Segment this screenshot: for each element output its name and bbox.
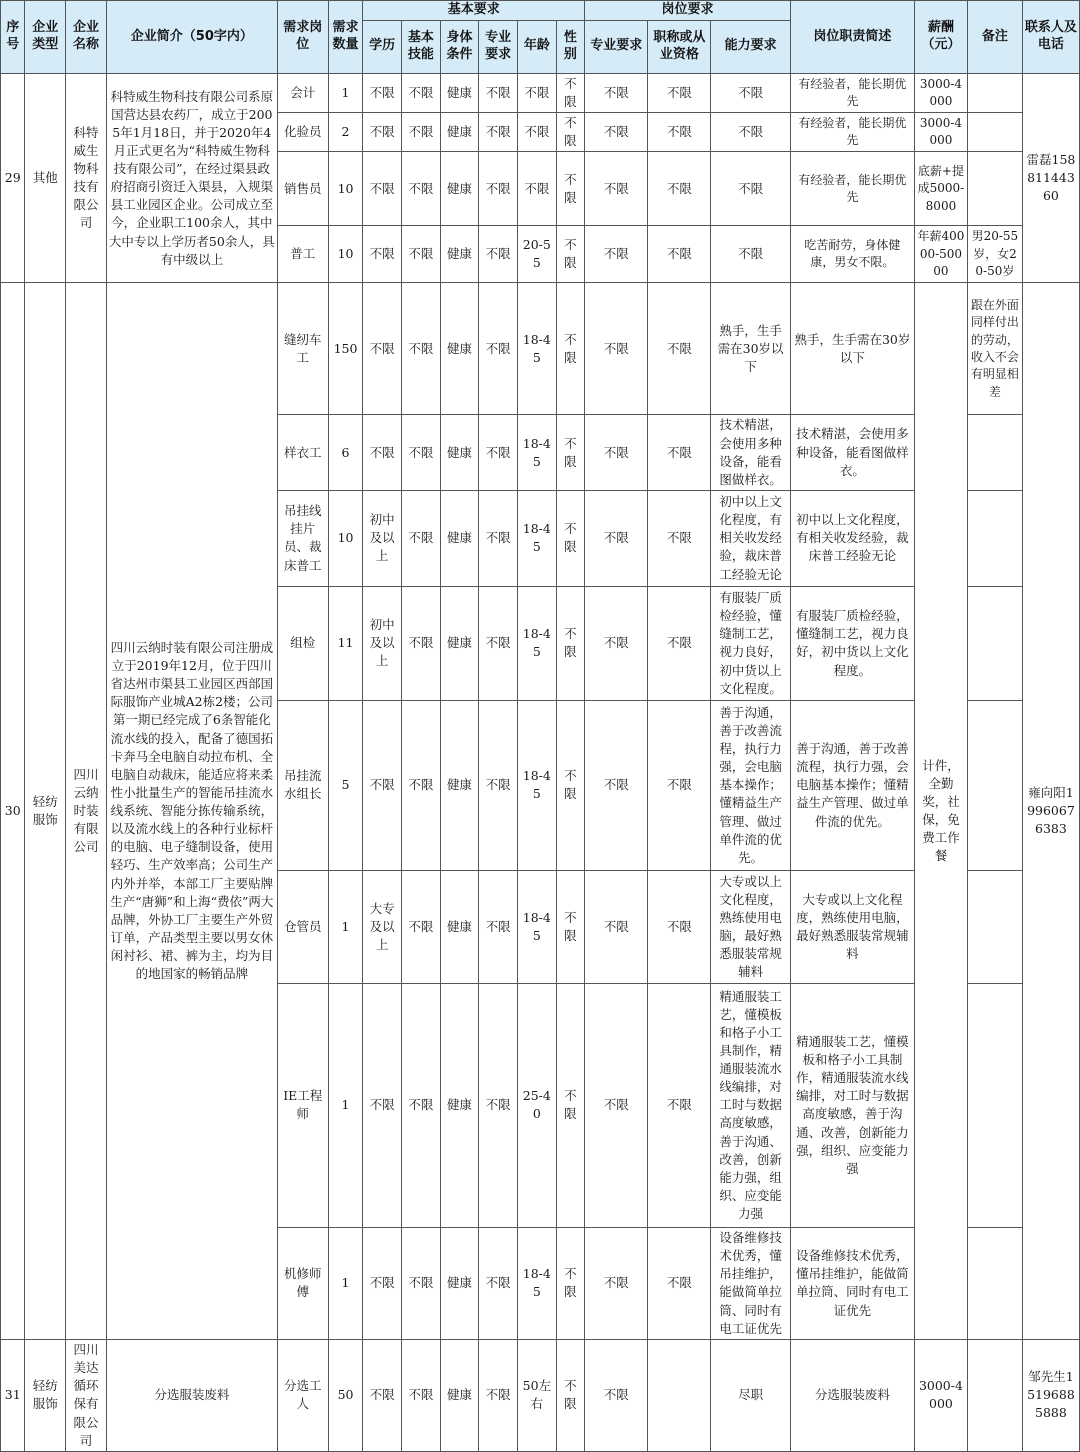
job-qualification: 不限 — [648, 1227, 711, 1339]
job-age: 18-45 — [518, 700, 557, 870]
job-salary: 年薪40000-50000 — [914, 226, 967, 283]
job-major: 不限 — [479, 586, 518, 700]
job-ability: 大专或以上文化程度，熟练使用电脑，最好熟悉服装常规辅料 — [711, 870, 790, 983]
job-basic-skill: 不限 — [401, 1227, 440, 1339]
job-remark: 男20-55岁，女20-50岁 — [967, 226, 1022, 283]
company-type: 轻纺服饰 — [25, 283, 66, 1340]
col-company-type: 企业类型 — [25, 1, 66, 74]
company-name: 科特威生物科技有限公司 — [66, 73, 107, 283]
job-physical: 健康 — [440, 226, 479, 283]
job-basic-skill: 不限 — [401, 73, 440, 112]
job-ability: 不限 — [711, 152, 790, 226]
job-qualification: 不限 — [648, 983, 711, 1227]
job-gender: 不限 — [556, 1227, 585, 1339]
col-count: 需求数量 — [328, 1, 363, 74]
job-gender: 不限 — [556, 415, 585, 491]
job-basic-skill: 不限 — [401, 152, 440, 226]
job-basic-skill: 不限 — [401, 490, 440, 586]
col-company-name: 企业名称 — [66, 1, 107, 74]
company-intro: 科特威生物科技有限公司系原国营达县农药厂，成立于2005年1月18日，并于2020年4月正式更名为“科特威生物科技有限公司”，在经过渠县政府招商引资迁入渠县，入规渠县工业园区企业。公司成立至今，企业职工100余人，其中大中专以上学历者50余人，具有中级以上 — [106, 73, 277, 283]
job-basic-skill: 不限 — [401, 226, 440, 283]
job-duty: 精通服装工艺，懂模板和格子小工具制作，精通服装流水线编排，对工时与数据高度敏感，善于沟通、改善，创新能力强，组织、应变能力强 — [790, 983, 914, 1227]
job-gender: 不限 — [556, 283, 585, 415]
job-qualification: 不限 — [648, 283, 711, 415]
job-age: 20-55 — [518, 226, 557, 283]
job-major: 不限 — [479, 226, 518, 283]
job-gender: 不限 — [556, 983, 585, 1227]
job-gender: 不限 — [556, 152, 585, 226]
job-qualification: 不限 — [648, 586, 711, 700]
job-age: 不限 — [518, 73, 557, 112]
col-gender: 性别 — [556, 20, 585, 73]
job-major: 不限 — [479, 73, 518, 112]
table-body — [1, 73, 1080, 1451]
job-ability: 熟手，生手需在30岁以下 — [711, 283, 790, 415]
job-remark — [967, 152, 1022, 226]
job-physical: 健康 — [440, 700, 479, 870]
job-basic-skill: 不限 — [401, 870, 440, 983]
job-salary: 3000-4000 — [914, 1339, 967, 1451]
job-count: 10 — [328, 490, 363, 586]
job-physical: 健康 — [440, 1227, 479, 1339]
job-gender: 不限 — [556, 490, 585, 586]
col-age: 年龄 — [518, 20, 557, 73]
job-post-major: 不限 — [585, 113, 648, 152]
job-remark — [967, 113, 1022, 152]
job-count: 1 — [328, 1227, 363, 1339]
job-major: 不限 — [479, 113, 518, 152]
col-duty: 岗位职责简述 — [790, 1, 914, 74]
company-intro: 四川云纳时装有限公司注册成立于2019年12月，位于四川省达州市渠县工业园区西部国际服饰产业城A2栋2楼；公司第一期已经完成了6条智能化流水线的投入，配备了德国拓卡奔马全电脑自动拉布机、全电脑自动裁床，能适应将来柔性小批量生产的智能吊挂流水线系统、智能分拣传输系统，以及流水线上的各种行业标杆的电脑、电子缝制设备，使用轻巧、生产效率高；公司生产内外并举，本部工厂主要贴牌生产“唐狮”和上海“费依”两大品牌，外协工厂主要生产外贸订单，产品类型主要以男女休闲衬衫、裙、裤为主，均为目的地国家的畅销品牌 — [106, 283, 277, 1340]
job-gender: 不限 — [556, 586, 585, 700]
job-post-major: 不限 — [585, 1227, 648, 1339]
job-remark — [967, 700, 1022, 870]
col-company-intro: 企业简介（50字内） — [106, 1, 277, 74]
job-education: 不限 — [363, 113, 402, 152]
job-education: 不限 — [363, 152, 402, 226]
job-post: 机修师傅 — [277, 1227, 328, 1339]
job-ability: 不限 — [711, 226, 790, 283]
job-post: 缝纫车工 — [277, 283, 328, 415]
col-qualification: 职称或从业资格 — [648, 20, 711, 73]
job-basic-skill: 不限 — [401, 983, 440, 1227]
col-major: 专业要求 — [479, 20, 518, 73]
company-salary: 计件，全勤奖，社保，免费工作餐 — [914, 283, 967, 1340]
job-post-major: 不限 — [585, 415, 648, 491]
table-header — [1, 1, 1080, 74]
job-post: 普工 — [277, 226, 328, 283]
job-gender: 不限 — [556, 870, 585, 983]
job-basic-skill: 不限 — [401, 283, 440, 415]
job-education: 不限 — [363, 983, 402, 1227]
job-qualification — [648, 1339, 711, 1451]
job-age: 18-45 — [518, 870, 557, 983]
job-physical: 健康 — [440, 113, 479, 152]
job-post: 分选工人 — [277, 1339, 328, 1451]
job-remark — [967, 73, 1022, 112]
job-count: 2 — [328, 113, 363, 152]
job-age: 18-45 — [518, 283, 557, 415]
company-seq: 30 — [1, 283, 25, 1340]
group-basic-requirements: 基本要求 — [363, 1, 585, 21]
company-name: 四川云纳时装有限公司 — [66, 283, 107, 1340]
col-seq: 序号 — [1, 1, 25, 74]
job-ability: 初中以上文化程度，有相关收发经验，裁床普工经验无论 — [711, 490, 790, 586]
company-seq: 29 — [1, 73, 25, 283]
company-contact: 雷磊15881144360 — [1022, 73, 1079, 283]
job-duty: 熟手，生手需在30岁以下 — [790, 283, 914, 415]
job-ability: 技术精湛，会使用多种设备，能看图做样衣。 — [711, 415, 790, 491]
job-age: 不限 — [518, 113, 557, 152]
job-major: 不限 — [479, 1227, 518, 1339]
job-ability: 精通服装工艺，懂模板和格子小工具制作，精通服装流水线编排，对工时与数据高度敏感，善于沟通、改善，创新能力强，组织、应变能力强 — [711, 983, 790, 1227]
job-duty: 有经验者，能长期优先 — [790, 152, 914, 226]
company-type: 其他 — [25, 73, 66, 283]
job-basic-skill: 不限 — [401, 415, 440, 491]
job-basic-skill: 不限 — [401, 586, 440, 700]
job-duty: 初中以上文化程度，有相关收发经验，裁床普工经验无论 — [790, 490, 914, 586]
job-physical: 健康 — [440, 1339, 479, 1451]
company-name: 四川美达循环保有限公司 — [66, 1339, 107, 1451]
job-post-major: 不限 — [585, 490, 648, 586]
job-education: 不限 — [363, 700, 402, 870]
job-count: 11 — [328, 586, 363, 700]
job-remark — [967, 415, 1022, 491]
company-contact: 邹先生15196885888 — [1022, 1339, 1079, 1451]
job-gender: 不限 — [556, 700, 585, 870]
company-type: 轻纺服饰 — [25, 1339, 66, 1451]
col-contact: 联系人及电话 — [1022, 1, 1079, 74]
job-major: 不限 — [479, 700, 518, 870]
job-remark — [967, 1227, 1022, 1339]
job-duty: 有经验者，能长期优先 — [790, 73, 914, 112]
job-education: 初中及以上 — [363, 490, 402, 586]
job-duty: 吃苦耐劳，身体健康，男女不限。 — [790, 226, 914, 283]
job-gender: 不限 — [556, 1339, 585, 1451]
job-post-major: 不限 — [585, 870, 648, 983]
table-row — [1, 73, 1080, 112]
job-age: 25-40 — [518, 983, 557, 1227]
job-major: 不限 — [479, 870, 518, 983]
job-basic-skill: 不限 — [401, 700, 440, 870]
job-education: 不限 — [363, 1227, 402, 1339]
col-salary: 薪酬（元） — [914, 1, 967, 74]
job-qualification: 不限 — [648, 490, 711, 586]
job-post: 会计 — [277, 73, 328, 112]
job-post-major: 不限 — [585, 226, 648, 283]
job-duty: 技术精湛，会使用多种设备，能看图做样衣。 — [790, 415, 914, 491]
col-basic-skill: 基本技能 — [401, 20, 440, 73]
company-seq: 31 — [1, 1339, 25, 1451]
job-qualification: 不限 — [648, 113, 711, 152]
table-row — [1, 283, 1080, 415]
col-ability: 能力要求 — [711, 20, 790, 73]
job-basic-skill: 不限 — [401, 113, 440, 152]
job-count: 150 — [328, 283, 363, 415]
job-salary: 底薪+提成5000-8000 — [914, 152, 967, 226]
job-remark — [967, 490, 1022, 586]
table-row — [1, 1339, 1080, 1451]
job-basic-skill: 不限 — [401, 1339, 440, 1451]
job-post: 吊挂线挂片员、裁床普工 — [277, 490, 328, 586]
job-post: 销售员 — [277, 152, 328, 226]
job-salary: 3000-4000 — [914, 73, 967, 112]
job-salary: 3000-4000 — [914, 113, 967, 152]
job-count: 1 — [328, 870, 363, 983]
job-education: 不限 — [363, 73, 402, 112]
job-count: 1 — [328, 983, 363, 1227]
job-age: 18-45 — [518, 586, 557, 700]
job-ability: 尽职 — [711, 1339, 790, 1451]
job-physical: 健康 — [440, 415, 479, 491]
job-post-major: 不限 — [585, 283, 648, 415]
job-count: 10 — [328, 152, 363, 226]
job-post: 仓管员 — [277, 870, 328, 983]
col-post: 需求岗位 — [277, 1, 328, 74]
job-duty: 设备维修技术优秀，懂吊挂维护，能做简单拉筒、同时有电工证优先 — [790, 1227, 914, 1339]
job-major: 不限 — [479, 283, 518, 415]
job-ability: 设备维修技术优秀，懂吊挂维护，能做简单拉筒、同时有电工证优先 — [711, 1227, 790, 1339]
job-physical: 健康 — [440, 152, 479, 226]
col-post-major: 专业要求 — [585, 20, 648, 73]
job-post-major: 不限 — [585, 152, 648, 226]
job-remark — [967, 870, 1022, 983]
job-gender: 不限 — [556, 113, 585, 152]
job-duty: 分选服装废料 — [790, 1339, 914, 1451]
job-qualification: 不限 — [648, 73, 711, 112]
job-post: IE工程师 — [277, 983, 328, 1227]
job-post-major: 不限 — [585, 983, 648, 1227]
job-remark — [967, 983, 1022, 1227]
job-post-major: 不限 — [585, 73, 648, 112]
job-physical: 健康 — [440, 73, 479, 112]
job-duty: 大专或以上文化程度，熟练使用电脑，最好熟悉服装常规辅料 — [790, 870, 914, 983]
company-contact: 雍向阳19960676383 — [1022, 283, 1079, 1340]
col-education: 学历 — [363, 20, 402, 73]
col-physical: 身体条件 — [440, 20, 479, 73]
job-major: 不限 — [479, 983, 518, 1227]
job-qualification: 不限 — [648, 870, 711, 983]
job-count: 50 — [328, 1339, 363, 1451]
job-major: 不限 — [479, 152, 518, 226]
job-remark: 跟在外面同样付出的劳动，收入不会有明显相差 — [967, 283, 1022, 415]
group-post-requirements: 岗位要求 — [585, 1, 791, 21]
job-remark — [967, 586, 1022, 700]
job-count: 1 — [328, 73, 363, 112]
job-physical: 健康 — [440, 586, 479, 700]
job-post: 吊挂流水组长 — [277, 700, 328, 870]
job-age: 18-45 — [518, 490, 557, 586]
job-physical: 健康 — [440, 283, 479, 415]
job-remark — [967, 1339, 1022, 1451]
job-education: 不限 — [363, 226, 402, 283]
job-post: 化验员 — [277, 113, 328, 152]
job-gender: 不限 — [556, 226, 585, 283]
job-physical: 健康 — [440, 983, 479, 1227]
company-intro: 分选服装废料 — [106, 1339, 277, 1451]
job-education: 不限 — [363, 283, 402, 415]
job-major: 不限 — [479, 490, 518, 586]
job-age: 50左右 — [518, 1339, 557, 1451]
job-ability: 不限 — [711, 113, 790, 152]
job-duty: 有服装厂质检经验，懂缝制工艺，视力良好，初中货以上文化程度。 — [790, 586, 914, 700]
job-education: 初中及以上 — [363, 586, 402, 700]
job-post: 样衣工 — [277, 415, 328, 491]
job-count: 6 — [328, 415, 363, 491]
job-duty: 有经验者，能长期优先 — [790, 113, 914, 152]
job-physical: 健康 — [440, 870, 479, 983]
job-count: 10 — [328, 226, 363, 283]
job-education: 大专及以上 — [363, 870, 402, 983]
job-gender: 不限 — [556, 73, 585, 112]
job-duty: 善于沟通，善于改善流程，执行力强，会电脑基本操作；懂精益生产管理、做过单件流的优先。 — [790, 700, 914, 870]
job-ability: 善于沟通，善于改善流程，执行力强，会电脑基本操作；懂精益生产管理、做过单件流的优先。 — [711, 700, 790, 870]
job-education: 不限 — [363, 415, 402, 491]
job-major: 不限 — [479, 415, 518, 491]
job-major: 不限 — [479, 1339, 518, 1451]
job-qualification: 不限 — [648, 226, 711, 283]
job-qualification: 不限 — [648, 415, 711, 491]
job-post-major: 不限 — [585, 700, 648, 870]
job-age: 18-45 — [518, 1227, 557, 1339]
job-age: 不限 — [518, 152, 557, 226]
col-remark: 备注 — [967, 1, 1022, 74]
job-qualification: 不限 — [648, 700, 711, 870]
job-ability: 有服装厂质检经验，懂缝制工艺，视力良好，初中货以上文化程度。 — [711, 586, 790, 700]
job-count: 5 — [328, 700, 363, 870]
job-education: 不限 — [363, 1339, 402, 1451]
job-ability: 不限 — [711, 73, 790, 112]
job-post: 组检 — [277, 586, 328, 700]
job-physical: 健康 — [440, 490, 479, 586]
job-qualification: 不限 — [648, 152, 711, 226]
job-post-major: 不限 — [585, 1339, 648, 1451]
job-post-major: 不限 — [585, 586, 648, 700]
job-age: 18-45 — [518, 415, 557, 491]
